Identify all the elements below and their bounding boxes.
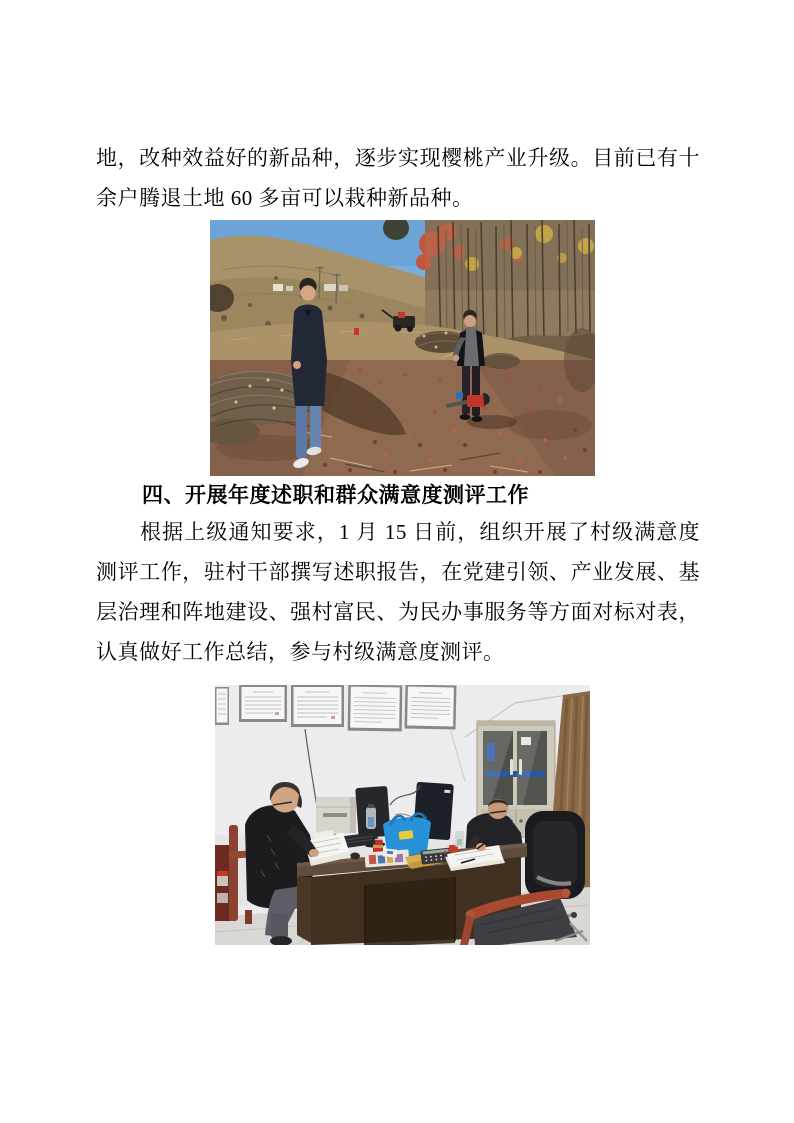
paragraph-continued — [96, 138, 700, 218]
text-line: 层治理和阵地建设、强村富民、为民办事服务等方面对标对表， — [96, 600, 700, 624]
field-photo — [210, 220, 595, 476]
field-photo-illustration — [210, 220, 595, 476]
text-line: 地，改种效益好的新品种，逐步实现樱桃产业升级。目前已有十 — [96, 146, 700, 170]
text-line: 余户腾退土地 60 多亩可以栽种新品种。 — [96, 186, 474, 210]
red-side-cabinet — [215, 845, 231, 921]
text-line: 测评工作，驻村干部撰写述职报告，在党建引领、产业发展、基 — [96, 560, 700, 584]
red-cup — [354, 328, 359, 335]
paragraph-body — [96, 512, 700, 672]
office-photo-illustration — [215, 685, 590, 945]
section-heading: 四、开展年度述职和群众满意度测评工作 — [142, 484, 529, 507]
text-line: 根据上级通知要求，1 月 15 日前，组织开展了村级满意度 — [140, 520, 700, 544]
office-photo — [215, 685, 590, 945]
text-line: 认真做好工作总结，参与村级满意度测评。 — [96, 640, 505, 664]
